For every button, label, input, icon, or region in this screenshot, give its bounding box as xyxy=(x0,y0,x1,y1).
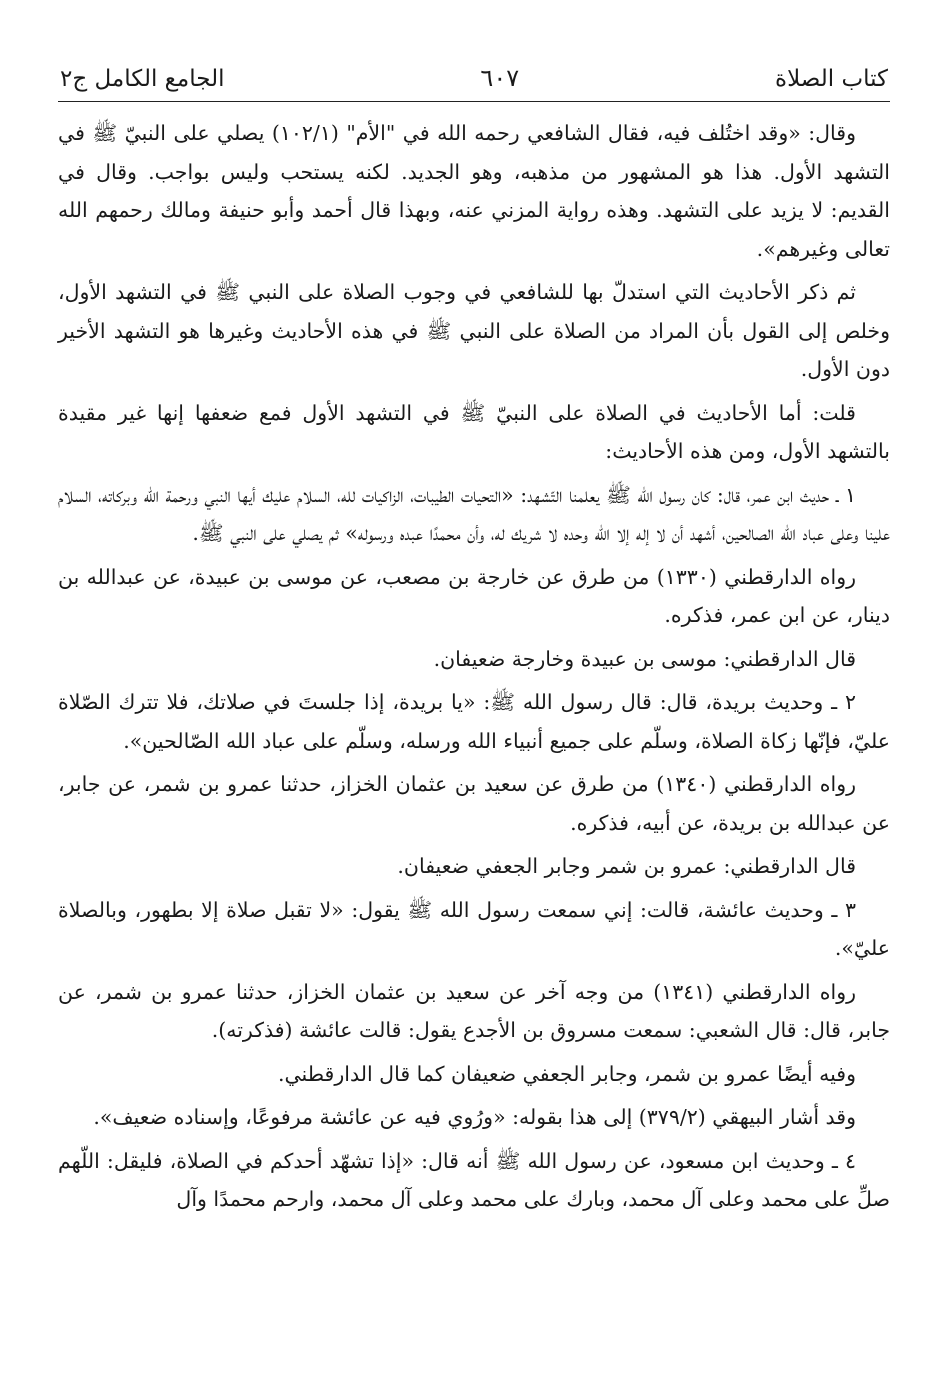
paragraph: قلت: أما الأحاديث في الصلاة على النبيّ ﷺ في التشهد الأول فمع ضعفها إنها غير مقيدة بالتشهد الأول، ومن هذه الأحاديث: xyxy=(58,400,890,463)
hadith-paragraph: ٢ ـ وحديث بريدة، قال: قال رسول الله ﷺ: «يا بريدة، إذا جلستَ في صلاتك، فلا تترك الصّلاة عليّ، فإنّها زكاة الصلاة، وسلّم على جميع أنبياء الله ورسله، وسلّم على عباد الله الصّالحين». xyxy=(58,690,890,753)
paragraph: قال الدارقطني: عمرو بن شمر وجابر الجعفي ضعيفان. xyxy=(397,854,856,878)
paragraph: قال الدارقطني: موسى بن عبيدة وخارجة ضعيفان. xyxy=(433,646,856,671)
paragraph: رواه الدارقطني (١٣٤١) من وجه آخر عن سعيد بن عثمان الخزاز، حدثنا عمرو بن شمر، عن جابر، قال: قال الشعبي: سمعت مسروق بن الأجدع يقول: قالت عائشة (فذكرته). xyxy=(58,979,890,1042)
paragraph: وقد أشار البيهقي (٣٧٩/٢) إلى هذا بقوله: «ورُوي فيه عن عائشة مرفوعًا، وإسناده ضعيف». xyxy=(93,1105,856,1129)
header-chapter-title: كتاب الصلاة xyxy=(775,66,888,92)
paragraph: وفيه أيضًا عمرو بن شمر، وجابر الجعفي ضعيفان كما قال الدارقطني. xyxy=(277,1061,856,1086)
paragraph: رواه الدارقطني (١٣٤٠) من طرق عن سعيد بن عثمان الخزاز، حدثنا عمرو بن شمر، عن جابر، عن عبدالله بن بريدة، عن أبيه، فذكره. xyxy=(58,772,890,835)
paragraph: وقال: «وقد اختُلف فيه، فقال الشافعي رحمه الله في "الأم" (١٠٢/١) يصلي على النبيّ ﷺ في التشهد الأول. هذا هو المشهور من مذهبه، وهو الجديد. لكنه يستحب وليس بواجب. وقال في القديم: لا يزيد على التشهد. وهذه رواية المزني عنه، وبهذا قال أحمد وأبو حنيفة ومالك رحمهم الله تعالى وغيرهم». xyxy=(58,121,890,261)
page-body xyxy=(58,114,890,1219)
hadith-paragraph: ٣ ـ وحديث عائشة، قالت: إني سمعت رسول الله ﷺ يقول: «لا تقبل صلاة إلا بطهور، وبالصلاة عليّ». xyxy=(58,897,890,960)
hadith-paragraph: ٤ ـ وحديث ابن مسعود، عن رسول الله ﷺ أنه قال: «إذا تشهّد أحدكم في الصلاة، فليقل: اللّهم صلِّ على محمد وعلى آل محمد، وبارك على محمد وعلى آل محمد، وارحم محمدًا وآل xyxy=(58,1148,890,1211)
hadith-paragraph: ١ ـ حديث ابن عمر، قال: كان رسول الله ﷺ يعلمنا التّشهد: «التحيات الطيبات، الزاكيات لله، السلام عليك أيها النبي ورحمة الله وبركاته، السلام علينا وعلى عباد الله الصالحين، أشهد أن لا إله إلا الله وحده لا شريك له، وأن محمدًا عبده ورسوله» ثم يصلي على النبي ﷺ. xyxy=(58,482,890,545)
header-book-title: الجامع الكامل ج٢ xyxy=(60,66,225,92)
page-number: ٦٠٧ xyxy=(480,64,520,92)
paragraph: ثم ذكر الأحاديث التي استدلّ بها للشافعي في وجوب الصلاة على النبي ﷺ في التشهد الأول، وخلص إلى القول بأن المراد من الصلاة على النبي ﷺ في هذه الأحاديث وغيرها هو التشهد الأخير دون الأول. xyxy=(58,280,890,381)
paragraph: رواه الدارقطني (١٣٣٠) من طرق عن خارجة بن مصعب، عن موسى بن عبيدة، عن عبدالله بن دينار، عن ابن عمر، فذكره. xyxy=(58,564,890,627)
running-header xyxy=(58,62,890,102)
